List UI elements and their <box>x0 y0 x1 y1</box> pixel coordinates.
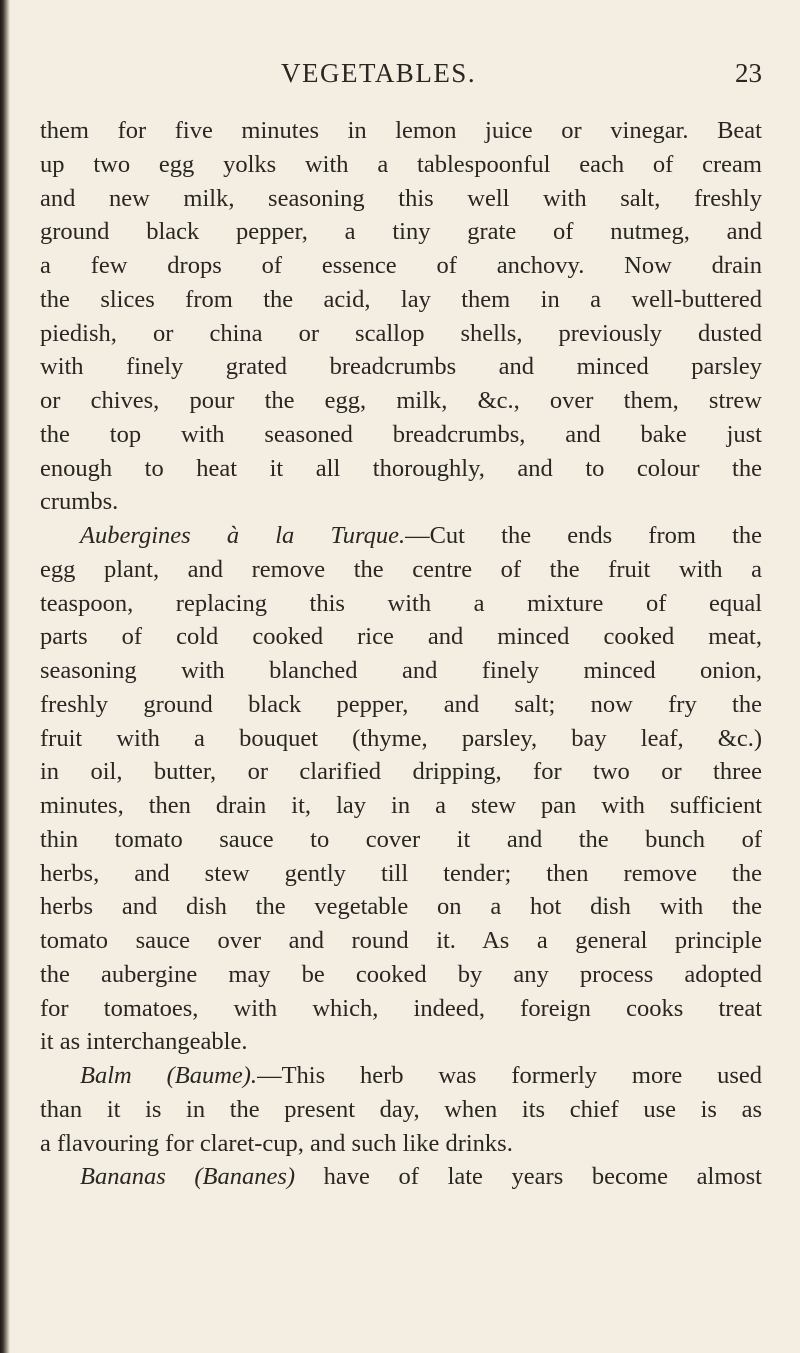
line-text: freshly ground black pepper, and salt; now fry the <box>40 690 762 718</box>
text-line <box>40 857 762 891</box>
line-text: and new milk, seasoning this well with salt, freshly <box>40 184 762 212</box>
line-text: —This herb was formerly more used <box>257 1062 763 1089</box>
text-line <box>40 553 762 587</box>
running-title: VEGETABLES. <box>281 58 477 88</box>
text-line <box>40 1025 762 1059</box>
text-line <box>40 992 762 1026</box>
line-text: a few drops of essence of anchovy. Now drain <box>40 252 762 279</box>
text-line <box>40 823 762 857</box>
entry-heading: Aubergines à la Turque. <box>80 522 406 549</box>
entry-heading: Balm (Baume). <box>80 1062 258 1089</box>
line-text: teaspoon, replacing this with a mixture of equal <box>40 589 762 617</box>
line-text: them for five minutes in lemon juice or vinegar. Beat <box>40 117 762 144</box>
line-text: seasoning with blanched and finely minced onion, <box>40 657 762 684</box>
line-text: enough to heat it all thoroughly, and to colour the <box>40 454 762 482</box>
text-line <box>40 1059 762 1093</box>
line-text: tomato sauce over and round it. As a general principle <box>40 927 762 954</box>
text-line <box>40 688 762 722</box>
text-line <box>40 924 762 958</box>
text-line <box>40 249 762 283</box>
line-text: have of late years become almost <box>295 1163 762 1191</box>
line-text: fruit with a bouquet (thyme, parsley, bay leaf, &c.) <box>40 724 762 752</box>
line-text: the top with seasoned breadcrumbs, and bake just <box>40 420 762 448</box>
page-header <box>0 58 800 98</box>
text-line <box>40 452 762 486</box>
text-line <box>40 1160 762 1194</box>
line-text: a flavouring for claret-cup, and such like drinks. <box>40 1129 513 1157</box>
text-line <box>40 755 762 789</box>
text-line <box>40 283 762 317</box>
line-text: —Cut the ends from the <box>405 522 762 549</box>
line-text: with finely grated breadcrumbs and minced parsley <box>40 353 762 381</box>
line-text: the slices from the acid, lay them in a well-buttered <box>40 285 762 313</box>
line-text: up two egg yolks with a tablespoonful each of cream <box>40 150 762 178</box>
text-line <box>40 418 762 452</box>
text-line <box>40 350 762 384</box>
entry-heading: Bananas (Bananes) <box>80 1163 296 1191</box>
text-line <box>40 722 762 756</box>
text-line <box>40 620 762 654</box>
text-line <box>40 890 762 924</box>
text-line <box>40 384 762 418</box>
text-line <box>40 215 762 249</box>
text-line <box>40 789 762 823</box>
line-text: thin tomato sauce to cover it and the bunch of <box>40 825 762 853</box>
text-line <box>40 958 762 992</box>
text-line <box>40 1127 762 1161</box>
body-text <box>40 114 762 1194</box>
line-text: herbs, and stew gently till tender; then remove the <box>40 859 762 887</box>
line-text: it as interchangeable. <box>40 1028 248 1056</box>
line-text: egg plant, and remove the centre of the fruit with a <box>40 555 762 583</box>
page-number: 23 <box>735 58 762 88</box>
line-text: for tomatoes, with which, indeed, foreign cooks treat <box>40 994 762 1022</box>
text-line <box>40 114 762 148</box>
line-text: in oil, butter, or clarified dripping, for two or three <box>40 758 762 786</box>
text-line <box>40 148 762 182</box>
line-text: herbs and dish the vegetable on a hot dish with the <box>40 893 762 921</box>
line-text: ground black pepper, a tiny grate of nutmeg, and <box>40 218 762 246</box>
page-gutter-shadow <box>0 0 10 1353</box>
text-line <box>40 654 762 688</box>
text-line <box>40 485 762 519</box>
line-text: or chives, pour the egg, milk, &c., over them, strew <box>40 387 762 414</box>
text-line <box>40 519 762 553</box>
line-text: crumbs. <box>40 488 119 516</box>
text-line <box>40 1093 762 1127</box>
text-line <box>40 317 762 351</box>
line-text: piedish, or china or scallop shells, previously dusted <box>40 319 762 347</box>
text-line <box>40 182 762 216</box>
line-text: the aubergine may be cooked by any process adopted <box>40 960 762 988</box>
text-line <box>40 587 762 621</box>
line-text: than it is in the present day, when its chief use is as <box>40 1095 762 1123</box>
line-text: parts of cold cooked rice and minced cooked meat, <box>40 623 762 651</box>
line-text: minutes, then drain it, lay in a stew pan with sufficient <box>40 792 762 819</box>
